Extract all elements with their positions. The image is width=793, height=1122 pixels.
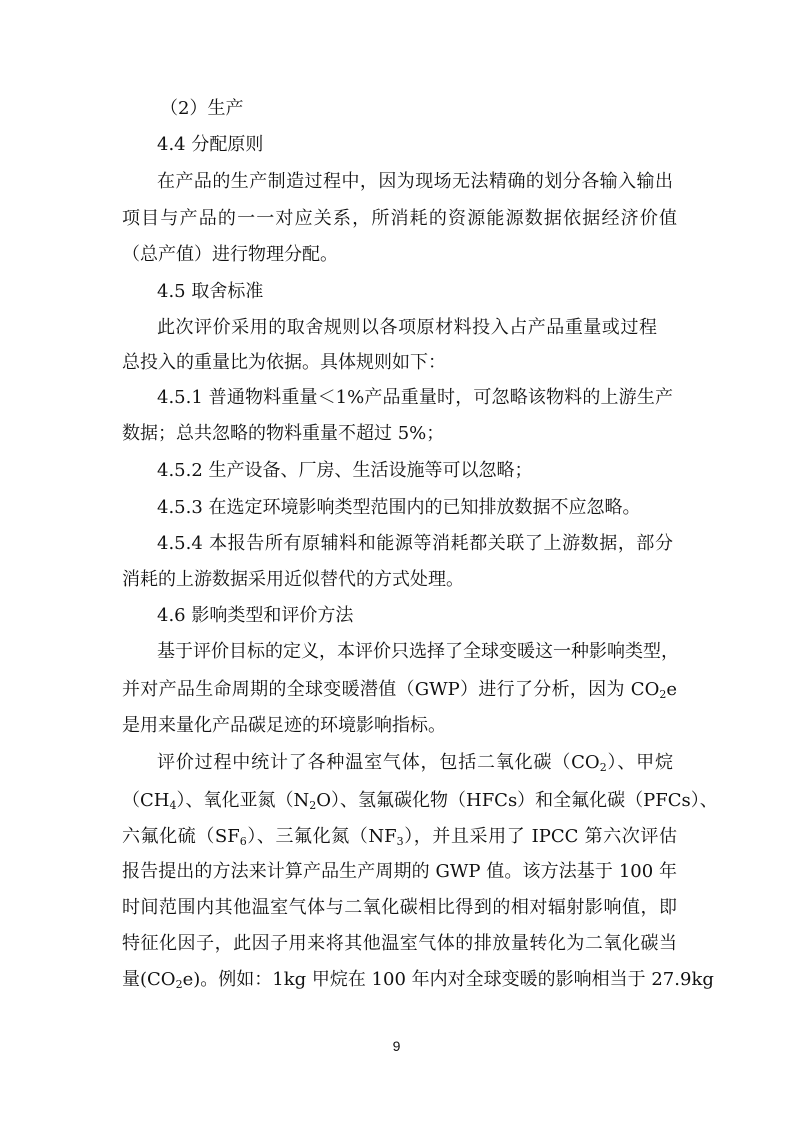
list-item-production: （2）生产 xyxy=(160,98,244,119)
paragraph-line: 特征化因子，此因子用来将其他温室气体的排放量转化为二氧化碳当 xyxy=(122,933,677,954)
paragraph-line: （总产值）进行物理分配。 xyxy=(122,244,338,265)
paragraph-line: 是用来量化产品碳足迹的环境影响指标。 xyxy=(122,715,446,736)
paragraph-line: 时间范围内其他温室气体与二氧化碳相比得到的相对辐射影响值，即 xyxy=(122,897,677,918)
paragraph-line: $(CH_4)$、氧化亚氮$(N_2O)$、氢氟碳化物（HFCs）和全氟化碳（PFCs）、 xyxy=(122,790,718,812)
paragraph-line: 六氟化硫$(SF_6)$、三氟化氮$(NF_3)$，并且采用了 IPCC 第六次评估 xyxy=(122,826,677,848)
paragraph-line: 并对产品生命周期的全球变暖潜值（GWP）进行了分析，因为 $CO_2e$ xyxy=(122,679,677,701)
rule-item-4-5-4: 4.5.4 本报告所有原辅料和能源等消耗都关联了上游数据，部分 xyxy=(157,533,673,554)
paragraph-line: 在产品的生产制造过程中，因为现场无法精确的划分各输入输出 xyxy=(157,171,673,192)
section-heading-4-4: 4.4 分配原则 xyxy=(157,134,264,155)
paragraph-line: 数据；总共忽略的物料重量不超过 5%； xyxy=(122,423,445,444)
paragraph-line: 评价过程中统计了各种温室气体，包括二氧化碳$(CO_2)$、甲烷 xyxy=(157,752,674,774)
paragraph-line: 报告提出的方法来计算产品生产周期的 GWP 值。该方法基于 100 年 xyxy=(122,861,677,882)
rule-item-4-5-1: 4.5.1 普通物料重量＜1%产品重量时，可忽略该物料的上游生产 xyxy=(157,387,673,408)
paragraph-line: 此次评价采用的取舍规则以各项原材料投入占产品重量或过程 xyxy=(157,317,657,338)
section-heading-4-6: 4.6 影响类型和评价方法 xyxy=(157,605,354,626)
paragraph-line: 基于评价目标的定义，本评价只选择了全球变暖这一种影响类型， xyxy=(157,641,679,662)
paragraph-line: 量$(CO_2e)$。例如：1kg 甲烷在 100 年内对全球变暖的影响相当于 27.9kg xyxy=(122,969,714,991)
page-number: 9 xyxy=(392,1038,401,1054)
paragraph-line: 总投入的重量比为依据。具体规则如下： xyxy=(122,352,446,373)
paragraph-line: 消耗的上游数据采用近似替代的方式处理。 xyxy=(122,569,464,590)
section-heading-4-5: 4.5 取舍标准 xyxy=(157,281,264,302)
rule-item-4-5-2: 4.5.2 生产设备、厂房、生活设施等可以忽略； xyxy=(157,460,533,481)
paragraph-line: 项目与产品的一一对应关系，所消耗的资源能源数据依据经济价值 xyxy=(122,208,677,229)
rule-item-4-5-3: 4.5.3 在选定环境影响类型范围内的已知排放数据不应忽略。 xyxy=(157,497,641,518)
